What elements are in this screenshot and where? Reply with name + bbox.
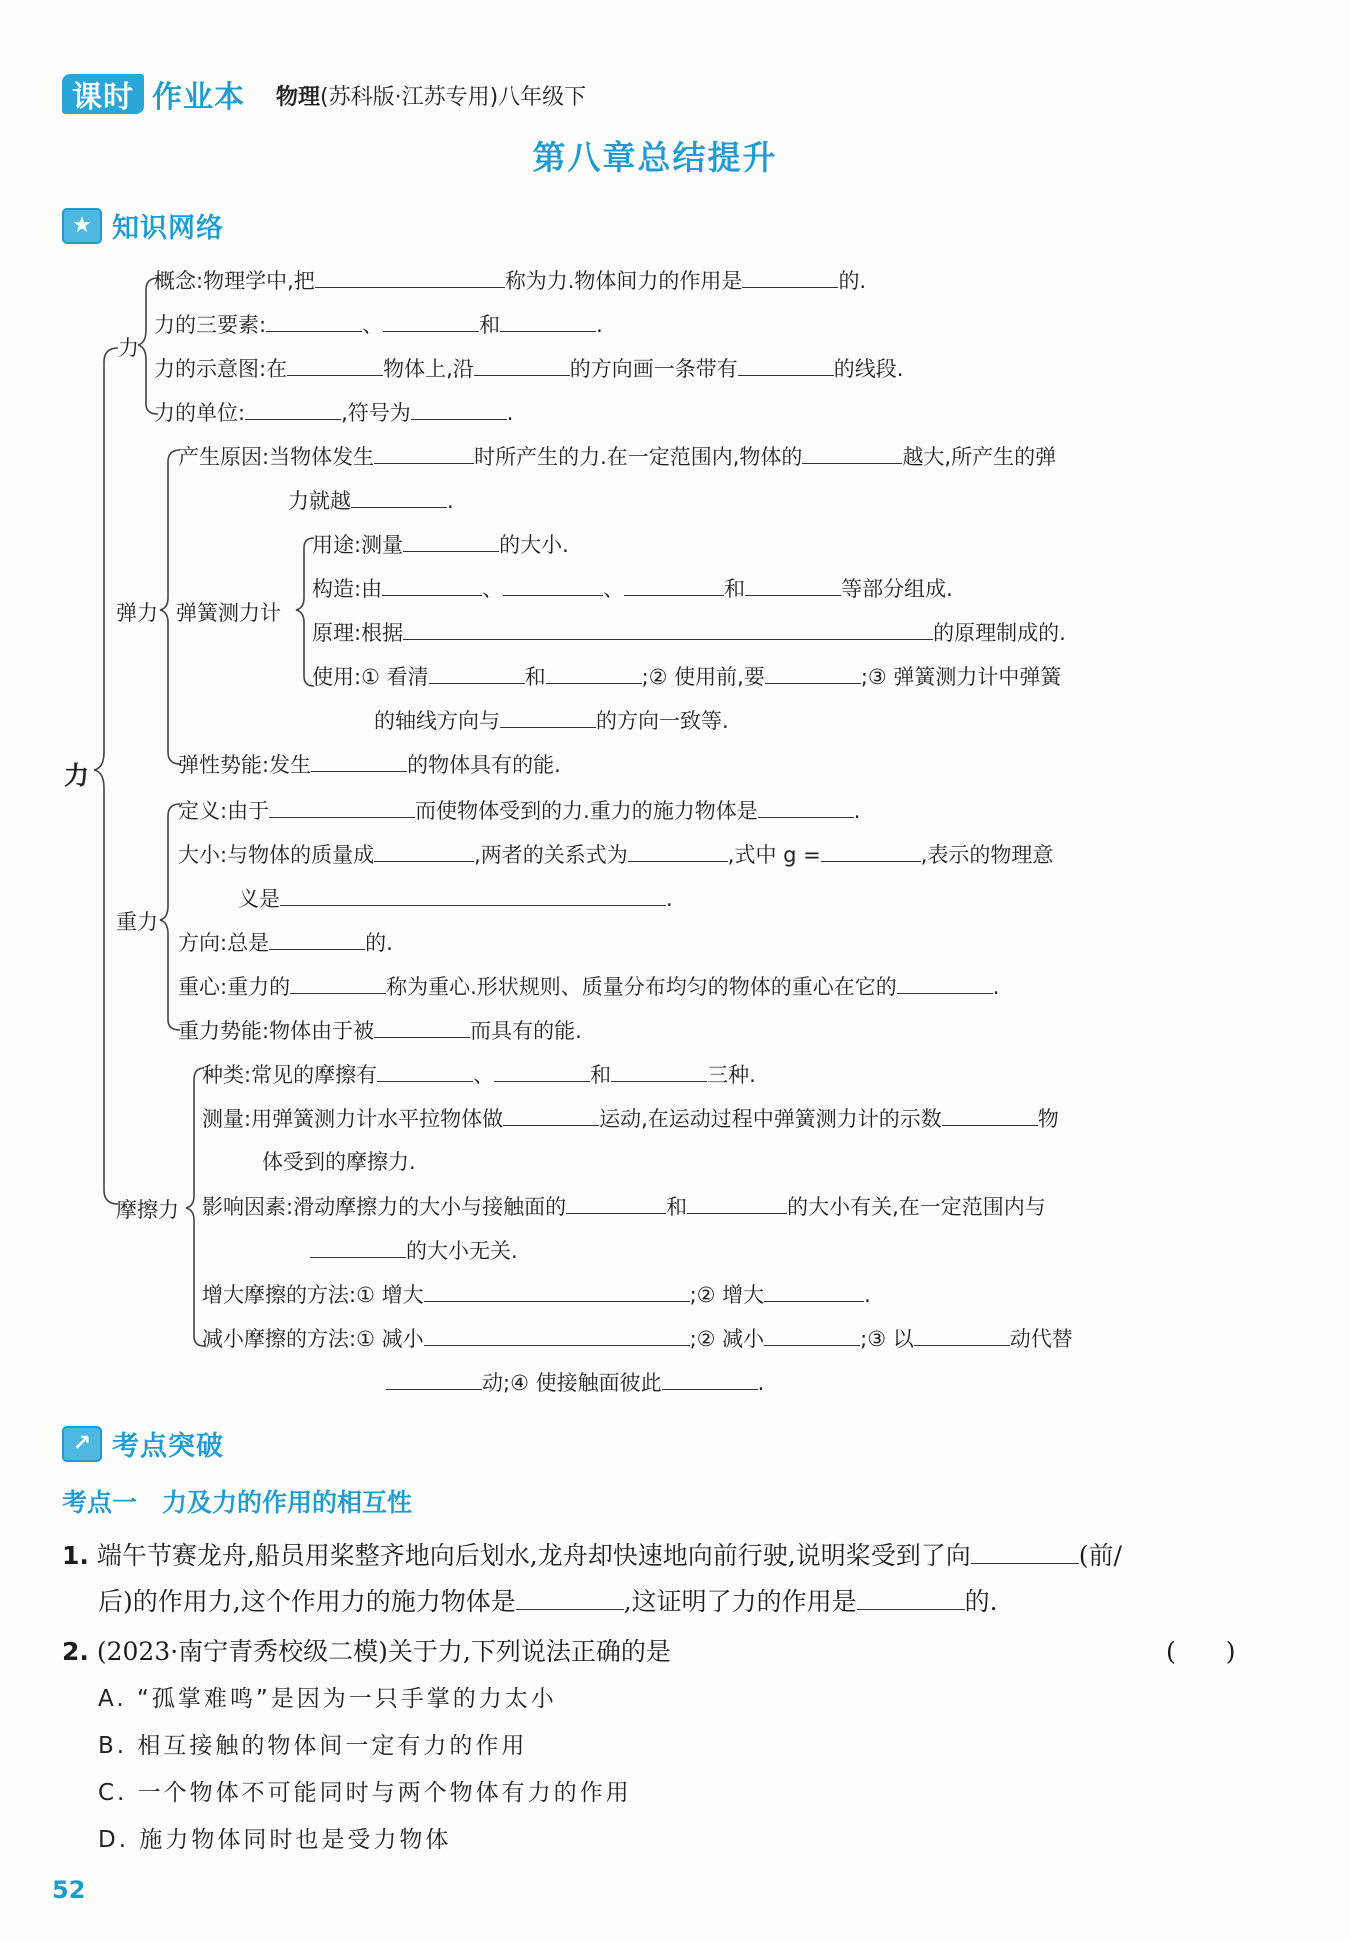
tree-spring-label: 弹簧测力计	[176, 601, 281, 625]
gravity-potential-line: 重力势能:物体由于被 而具有的能.	[178, 1016, 582, 1045]
force-elements-line: 力的三要素: 、 和 .	[154, 310, 603, 339]
friction-types-line: 种类:常见的摩擦有 、 和 三种.	[202, 1060, 756, 1089]
question-2-option-b: B. 相互接触的物体间一定有力的作用	[98, 1733, 528, 1759]
question-2-option-d: D. 施力物体同时也是受力物体	[98, 1827, 452, 1853]
spring-usage-line: 使用:① 看清 和 ;② 使用前,要 ;③ 弹簧测力计中弹簧	[312, 662, 1061, 691]
friction-increase-line: 增大摩擦的方法:① 增大 ;② 增大 .	[202, 1280, 871, 1309]
spring-principle-line: 原理:根据 的原理制成的.	[312, 618, 1066, 647]
arrow-icon: ↗	[62, 1426, 102, 1462]
question-2-option-c: C. 一个物体不可能同时与两个物体有力的作用	[98, 1780, 632, 1806]
tree-friction-label: 摩擦力	[116, 1198, 179, 1222]
gravity-magnitude-line-2: 义是 .	[238, 884, 673, 913]
section-knowledge-title: 知识网络	[112, 213, 224, 244]
exam-point-1-title: 考点一 力及力的作用的相互性	[62, 1488, 413, 1517]
question-2-stem: 2. (2023·南宁青秀校级二模)关于力,下列说法正确的是	[62, 1637, 671, 1666]
subject: 物理	[276, 85, 321, 110]
question-2-option-a: A. “孤掌难鸣”是因为一只手掌的力太小	[98, 1686, 557, 1712]
friction-factors-line: 影响因素:滑动摩擦力的大小与接触面的 和 的大小有关,在一定范围内与	[202, 1192, 1046, 1221]
force-diagram-line: 力的示意图:在 物体上,沿 的方向画一条带有 的线段.	[154, 354, 903, 383]
subject-detail: (苏科版·江苏专用)八年级下	[320, 85, 587, 110]
question-1-line-1: 1. 端午节赛龙舟,船员用桨整齐地向后划水,龙舟却快速地向前行驶,说明桨受到了向 (前/	[62, 1541, 1122, 1570]
spring-use-line: 用途:测量 的大小.	[312, 530, 569, 559]
friction-measure-line: 测量:用弹簧测力计水平拉物体做 运动,在运动过程中弹簧测力计的示数 物	[202, 1104, 1059, 1133]
tree-root: 力	[64, 761, 90, 790]
question-1-line-2: 后)的作用力,这个作用力的施力物体是 ,这证明了力的作用是 的.	[98, 1587, 998, 1616]
gravity-center-line: 重心:重力的 称为重心.形状规则、质量分布均匀的物体的重心在它的 .	[178, 972, 999, 1001]
force-unit-line: 力的单位: ,符号为 .	[154, 398, 513, 427]
friction-measure-line-2: 体受到的摩擦力.	[262, 1150, 416, 1174]
elastic-potential-line: 弹性势能:发生 的物体具有的能.	[178, 750, 561, 779]
force-concept-line: 概念:物理学中,把 称为力.物体间力的作用是 的.	[154, 266, 866, 295]
question-2-answer-paren: ( )	[1166, 1637, 1236, 1666]
section-exam-title: 考点突破	[112, 1431, 224, 1462]
section-exam-header	[62, 1424, 224, 1463]
star-icon: ★	[62, 208, 102, 244]
tree-elastic-label: 弹力	[116, 601, 158, 625]
page-number: 52	[52, 1876, 86, 1904]
elastic-cause-line: 产生原因:当物体发生 时所产生的力.在一定范围内,物体的 越大,所产生的弹	[178, 442, 1056, 471]
gravity-definition-line: 定义:由于 而使物体受到的力.重力的施力物体是 .	[178, 796, 860, 825]
brand-name: 作业本	[152, 80, 245, 115]
brand-logo: 课时	[62, 74, 144, 114]
elastic-cause-line-2: 力就越 .	[288, 486, 454, 515]
gravity-direction-line: 方向:总是 的.	[178, 928, 393, 957]
tree-gravity-label: 重力	[116, 910, 158, 934]
friction-decrease-line: 减小摩擦的方法:① 减小 ;② 减小 ;③ 以 动代替	[202, 1324, 1073, 1353]
spring-usage-line-2: 的轴线方向与 的方向一致等.	[374, 706, 729, 735]
chapter-title: 第八章总结提升	[532, 138, 778, 177]
spring-structure-line: 构造:由 、 、 和 等部分组成.	[312, 574, 953, 603]
friction-factors-line-2: 的大小无关.	[310, 1236, 518, 1265]
friction-decrease-line-2: 动;④ 使接触面彼此 .	[386, 1368, 764, 1397]
gravity-magnitude-line: 大小:与物体的质量成 ,两者的关系式为 ,式中 g = ,表示的物理意	[178, 840, 1053, 869]
tree-force-label: 力	[118, 336, 139, 360]
